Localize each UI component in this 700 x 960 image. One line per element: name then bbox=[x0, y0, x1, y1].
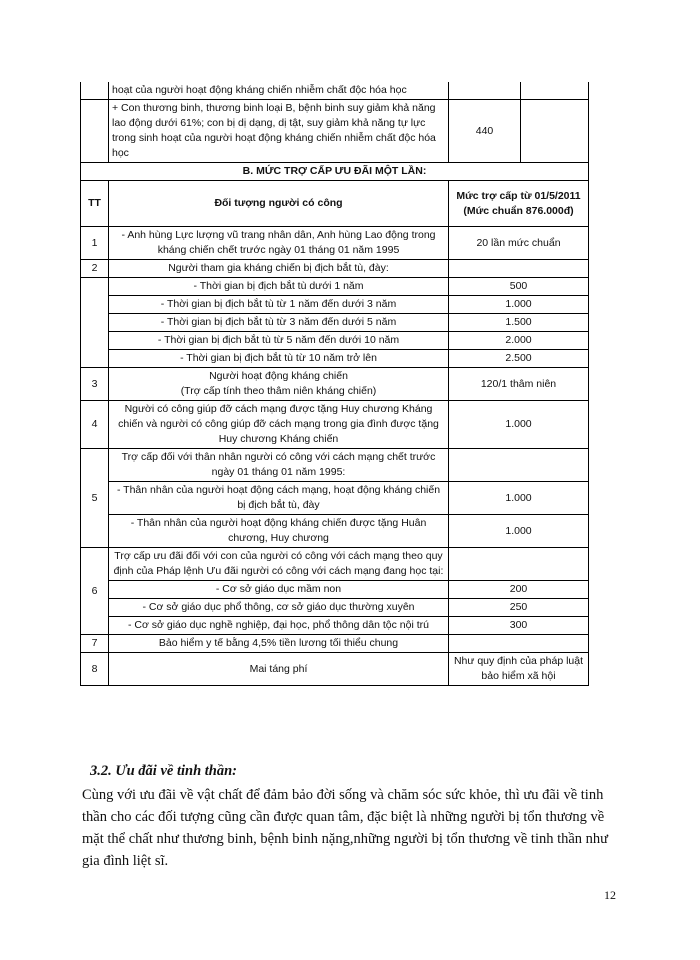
table-row bbox=[81, 515, 589, 548]
table-row bbox=[81, 260, 589, 278]
col-tt-header: TT bbox=[81, 181, 109, 227]
table-row bbox=[81, 653, 589, 686]
row-text: Trợ cấp đối với thân nhân người có công với cách mạng chết trước ngày 01 tháng 01 năm 1995: bbox=[109, 449, 449, 482]
row-value: 250 bbox=[449, 599, 589, 617]
table-row bbox=[81, 581, 589, 599]
row-value: 440 bbox=[449, 100, 521, 163]
table-row bbox=[81, 278, 589, 296]
section-heading: 3.2. Ưu đãi về tinh thần: bbox=[90, 763, 237, 779]
col-subject-header: Đối tượng người có công bbox=[109, 181, 449, 227]
table-row bbox=[81, 350, 589, 368]
table-row bbox=[81, 617, 589, 635]
row-text: - Thời gian bị địch bắt tù từ 5 năm đến dưới 10 năm bbox=[109, 332, 449, 350]
row-text: Bảo hiểm y tế bằng 4,5% tiền lương tối thiểu chung bbox=[109, 635, 449, 653]
row-value: 1.000 bbox=[449, 401, 589, 449]
row-value: 1.000 bbox=[449, 296, 589, 314]
row-number: 1 bbox=[81, 227, 109, 260]
row-value: 500 bbox=[449, 278, 589, 296]
row-text: hoạt của người hoạt động kháng chiến nhiễm chất độc hóa học bbox=[109, 82, 449, 100]
row-value: 20 lần mức chuẩn bbox=[449, 227, 589, 260]
table-row bbox=[81, 82, 589, 100]
section-paragraph: Cùng với ưu đãi về vật chất để đảm bảo đời sống và chăm sóc sức khỏe, thì ưu đãi về tinh thần cho các đối tượng cũng cần được quan tâm, đặc biệt là những người bị tổn thương về mặt thể chất như thương binh, bệnh binh nặng,những người bị tổn thương về tinh thần như gia đình liệt sĩ. bbox=[82, 787, 609, 869]
section-title-row bbox=[81, 163, 589, 181]
row-text: - Cơ sở giáo dục nghề nghiệp, đại học, phổ thông dân tộc nội trú bbox=[109, 617, 449, 635]
row-value: 2.000 bbox=[449, 332, 589, 350]
table-row bbox=[81, 100, 589, 163]
row-value: 200 bbox=[449, 581, 589, 599]
header-row bbox=[81, 181, 589, 227]
benefits-table bbox=[80, 82, 589, 686]
row-text: - Thân nhân của người hoạt động kháng chiến được tặng Huân chương, Huy chương bbox=[109, 515, 449, 548]
table-row bbox=[81, 296, 589, 314]
row-value: 120/1 thâm niên bbox=[449, 368, 589, 401]
row-text: - Cơ sở giáo dục mầm non bbox=[109, 581, 449, 599]
row-value: 300 bbox=[449, 617, 589, 635]
row-value: Như quy định của pháp luật bảo hiểm xã hội bbox=[449, 653, 589, 686]
row-number: 4 bbox=[81, 401, 109, 449]
row-value: 1.000 bbox=[449, 482, 589, 515]
section-3-2 bbox=[82, 760, 622, 872]
row-value: 2.500 bbox=[449, 350, 589, 368]
row-text: - Thân nhân của người hoạt động cách mạng, hoạt động kháng chiến bị địch bắt tù, đày bbox=[109, 482, 449, 515]
table-row bbox=[81, 449, 589, 482]
row-text: - Thời gian bị địch bắt tù dưới 1 năm bbox=[109, 278, 449, 296]
table-row bbox=[81, 314, 589, 332]
row-value: 1.000 bbox=[449, 515, 589, 548]
table-row bbox=[81, 401, 589, 449]
row-number: 6 bbox=[81, 548, 109, 635]
table-row bbox=[81, 599, 589, 617]
row-text: - Thời gian bị địch bắt tù từ 1 năm đến dưới 3 năm bbox=[109, 296, 449, 314]
row-text: Mai táng phí bbox=[109, 653, 449, 686]
row-text: Người có công giúp đỡ cách mạng được tặng Huy chương Kháng chiến và người có công giúp đỡ cách mạng trong gia đình được tặng Huy chương Kháng chiến bbox=[109, 401, 449, 449]
row-text bbox=[109, 368, 449, 401]
row-value: 1.500 bbox=[449, 314, 589, 332]
col-amount-header: Mức trợ cấp từ 01/5/2011 (Mức chuẩn 876.000đ) bbox=[449, 181, 589, 227]
row-number: 7 bbox=[81, 635, 109, 653]
row-number: 8 bbox=[81, 653, 109, 686]
row-text: - Thời gian bị địch bắt tù từ 3 năm đến dưới 5 năm bbox=[109, 314, 449, 332]
row-text: Trợ cấp ưu đãi đối với con của người có công với cách mạng theo quy định của Pháp lệnh Ưu đãi người có công với cách mạng đang học tại: bbox=[109, 548, 449, 581]
table-row bbox=[81, 227, 589, 260]
row-text: - Anh hùng Lực lượng vũ trang nhân dân, Anh hùng Lao động trong kháng chiến chết trước ngày 01 tháng 01 năm 1995 bbox=[109, 227, 449, 260]
page-number: 12 bbox=[604, 888, 616, 902]
row-text: Người tham gia kháng chiến bị địch bắt tù, đày: bbox=[109, 260, 449, 278]
section-b-title: B. MỨC TRỢ CẤP ƯU ĐÃI MỘT LẦN: bbox=[81, 163, 589, 181]
row-text: - Thời gian bị địch bắt tù từ 10 năm trở lên bbox=[109, 350, 449, 368]
row-text: + Con thương binh, thương binh loại B, bệnh binh suy giảm khả năng lao động dưới 61%; con bị dị dạng, dị tật, suy giảm khả năng tự lực trong sinh hoạt của người hoạt động kháng chiến nhiễm chất độc hóa học bbox=[109, 100, 449, 163]
table-row bbox=[81, 482, 589, 515]
table-row bbox=[81, 368, 589, 401]
row-number: 3 bbox=[81, 368, 109, 401]
table-row bbox=[81, 548, 589, 581]
row-text-line: (Trợ cấp tính theo thâm niên kháng chiến) bbox=[180, 385, 377, 397]
row-number: 2 bbox=[81, 260, 109, 278]
table-row bbox=[81, 332, 589, 350]
table-row bbox=[81, 635, 589, 653]
row-text-line: Người hoạt động kháng chiến bbox=[209, 370, 348, 382]
row-number: 5 bbox=[81, 449, 109, 548]
row-text: - Cơ sở giáo dục phổ thông, cơ sở giáo dục thường xuyên bbox=[109, 599, 449, 617]
